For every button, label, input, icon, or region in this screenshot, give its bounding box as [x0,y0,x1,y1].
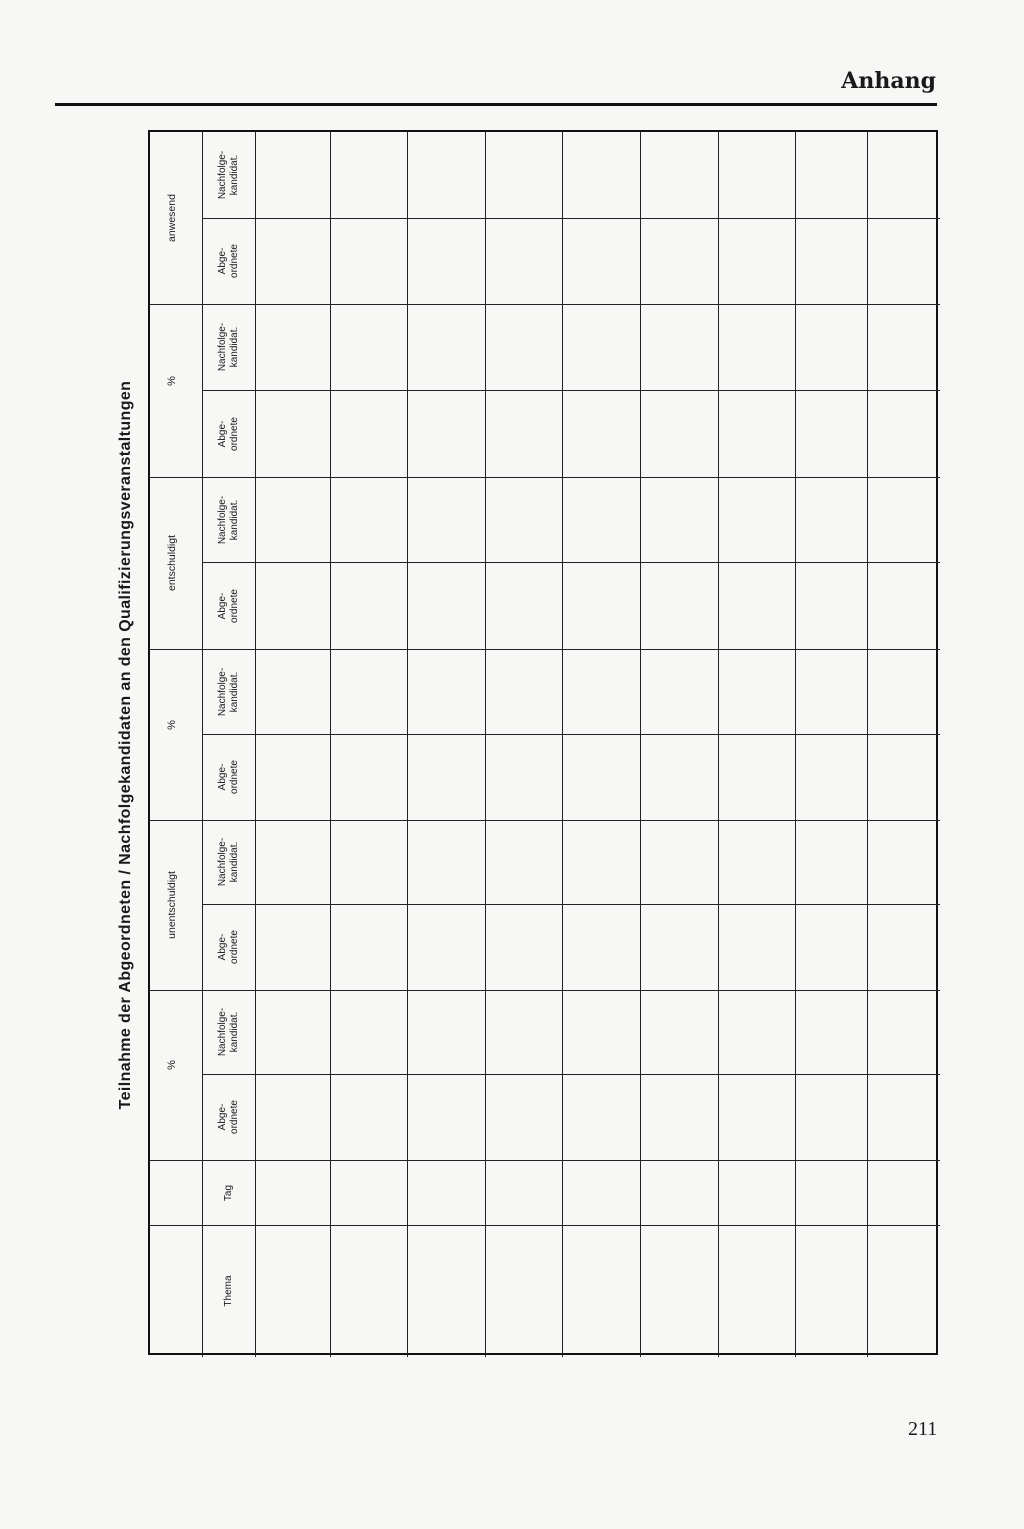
grid-row-line [202,904,940,905]
grid-column-line [795,132,796,1357]
sub-label-abgeordnete: Abge- ordnete [216,416,240,451]
header-rule [55,103,937,106]
form-title: Teilnahme der Abgeordneten / Nachfolgekandidaten an den Qualifizierungsveranstaltungen [117,380,134,1110]
grid-group-line [150,820,940,821]
grid-row-line [202,1074,940,1075]
sub-label-nachfolgekandidat: Nachfolge- kandidat. [216,837,240,887]
grid-column-line [407,132,408,1357]
grid-row-line [202,562,940,563]
sub-label-nachfolgekandidat: Nachfolge- kandidat. [216,667,240,716]
page-number: 211 [908,1418,938,1440]
grid-column-line [485,132,486,1357]
group-label: anwesend [166,194,178,242]
sub-label-abgeordnete: Abge- ordnete [216,244,240,278]
attendance-table [148,130,938,1355]
header-divider-line [255,132,256,1160]
page-header-title: Anhang [841,68,936,94]
grid-row-line [202,218,940,219]
grid-group-line [150,1160,940,1161]
group-label: unentschuldigt [166,871,178,939]
column-label-tag: Tag [222,1184,234,1201]
grid-group-line [150,649,940,650]
column-label-thema: Thema [222,1275,234,1307]
sub-label-nachfolgekandidat: Nachfolge- kandidat. [216,495,240,544]
grid-column-line [718,132,719,1357]
group-label: entschuldigt [166,534,178,592]
header-divider-line [202,1160,203,1357]
percent-group-label: % [166,1060,178,1070]
grid-column-line [867,132,868,1357]
header-divider-line [202,132,203,1160]
sub-label-abgeordnete: Abge- ordnete [216,588,240,623]
grid-row-line [150,1225,940,1226]
grid-column-line [562,132,563,1357]
grid-group-line [150,477,940,478]
sub-label-abgeordnete: Abge- ordnete [216,1100,240,1134]
sub-label-abgeordnete: Abge- ordnete [216,760,240,794]
grid-column-line [255,1160,256,1357]
sub-label-nachfolgekandidat: Nachfolge- kandidat. [216,322,240,372]
grid-group-line [150,990,940,991]
sub-label-nachfolgekandidat: Nachfolge- kandidat. [216,150,240,200]
grid-column-line [330,132,331,1357]
percent-group-label: % [166,719,178,730]
grid-row-line [202,734,940,735]
grid-row-line [202,390,940,391]
grid-column-line [640,132,641,1357]
sub-label-abgeordnete: Abge- ordnete [216,930,240,964]
percent-group-label: % [166,375,178,386]
grid-group-line [150,304,940,305]
sub-label-nachfolgekandidat: Nachfolge- kandidat. [216,1007,240,1057]
